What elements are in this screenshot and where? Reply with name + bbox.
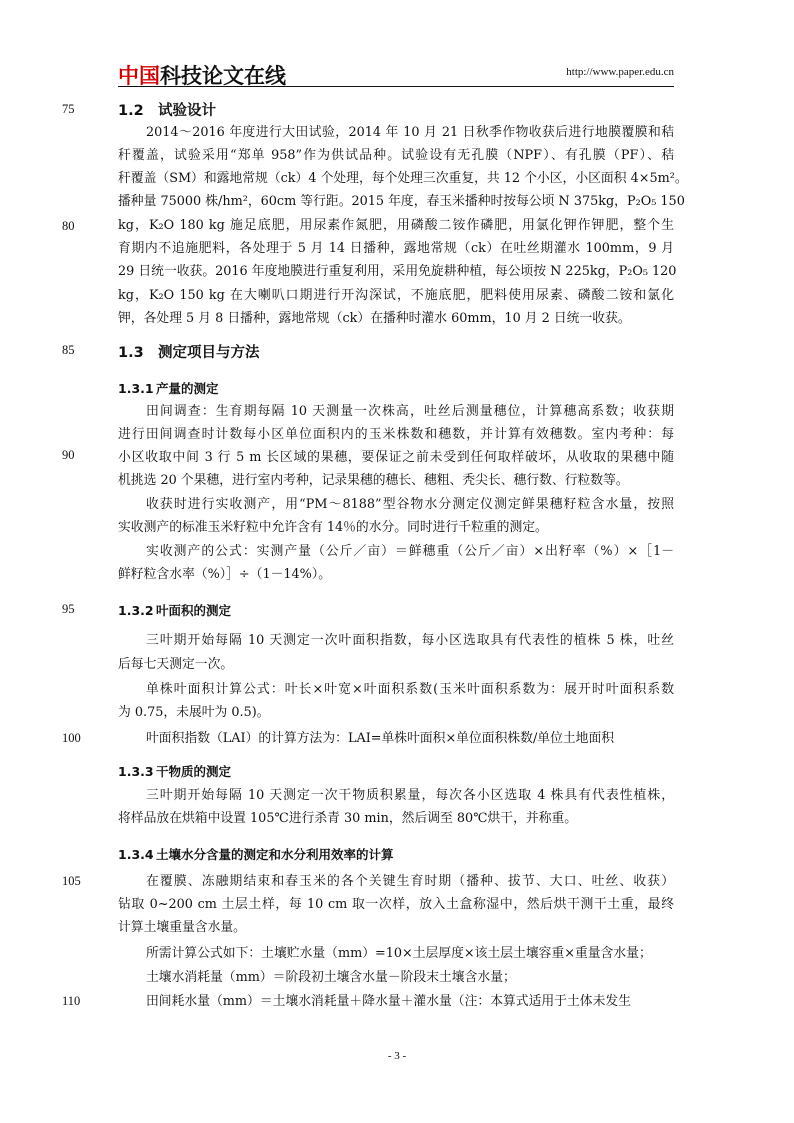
text-line: 秆覆盖（SM）和露地常规（ck）4 个处理，每个处理三次重复，共 12 个小区，小区面积 4×5m²。 xyxy=(118,171,688,186)
text-line: 进行田间调查时计数每小区单位面积内的玉米株数和穗数，并计算有效穗数。室内考种：每 xyxy=(118,427,674,442)
section-heading: 1.2 试验设计 xyxy=(118,103,216,119)
subsection-heading: 1.3.2 叶面积的测定 xyxy=(118,603,232,618)
header-url: http://www.paper.edu.cn xyxy=(566,66,674,78)
line-number: 85 xyxy=(62,343,75,357)
text-line: 小区收取中间 3 行 5 m 长区域的果穗，要保证之前未受到任何取样破坏，从收取的果穗中随 xyxy=(118,450,674,465)
text-line: 三叶期开始每隔 10 天测定一次干物质积累量，每次各小区选取 4 株具有代表性植株， xyxy=(146,788,674,803)
page-number: - 3 - xyxy=(387,1050,407,1062)
text-line: 钻取 0~200 cm 土层土样，每 10 cm 取一次样，放入土盒称湿中，然后烘干测干土重，最终 xyxy=(118,897,674,912)
line-number: 105 xyxy=(62,874,81,888)
subsection-heading: 1.3.1 产量的测定 xyxy=(118,381,219,396)
text-line: kg，K₂O 180 kg 施足底肥，用尿素作氮肥，用磷酸二铵作磷肥，用氯化钾作钾肥，整个生 xyxy=(118,218,674,233)
text-line: 2014～2016 年度进行大田试验，2014 年 10 月 21 日秋季作物收获后进行地膜覆膜和秸 xyxy=(146,125,674,140)
text-line: 后每七天测定一次。 xyxy=(118,657,234,672)
text-line: 育期内不追施肥料，各处理于 5 月 14 日播种，露地常规（ck）在吐丝期灌水 100mm，9 月 xyxy=(118,241,674,256)
text-line: 秆覆盖，试验采用“郑单 958”作为供试品种。试验设有无孔膜（NPF）、有孔膜（PF）、秸 xyxy=(118,148,674,163)
text-line: 播种量 75000 株/hm²，60cm 等行距。2015 年度，春玉米播种时按每公顷 N 375kg，P₂O₅ 150 xyxy=(118,194,685,209)
subsection-heading: 1.3.3 干物质的测定 xyxy=(118,764,232,779)
formula-line: 叶面积指数（LAI）的计算方法为：LAI=单株叶面积×单位面积株数/单位土地面积 xyxy=(146,731,615,746)
line-number: 110 xyxy=(62,994,81,1008)
text-line: 收获时进行实收测产，用“PM～8188”型谷物水分测定仪测定鲜果穗籽粒含水量，按照 xyxy=(146,497,674,512)
text-line: 29 日统一收获。2016 年度地膜进行重复利用，采用免旋耕种植，每公顷按 N 225kg，P₂O₅ 120 xyxy=(118,264,677,279)
text-line: 单株叶面积计算公式：叶长×叶宽×叶面积系数(玉米叶面积系数为：展开时叶面积系数 xyxy=(146,682,674,697)
formula-line: 土壤水消耗量（mm）＝阶段初土壤含水量－阶段末土壤含水量； xyxy=(146,970,516,985)
line-number: 90 xyxy=(62,448,75,462)
page-header xyxy=(118,58,674,86)
text-line: 实收测产的标准玉米籽粒中允许含有 14％的水分。同时进行千粒重的测定。 xyxy=(118,520,548,535)
subsection-heading: 1.3.4 土壤水分含量的测定和水分利用效率的计算 xyxy=(118,847,394,862)
formula-line: 田间耗水量（mm）＝土壤水消耗量＋降水量＋灌水量（注：本算式适用于土体未发生 xyxy=(146,994,631,1009)
text-line: 计算土壤重量含水量。 xyxy=(118,920,246,935)
line-number: 100 xyxy=(62,731,81,745)
text-line: 在覆膜、冻融期结束和春玉米的各个关键生育时期（播种、拔节、大口、吐丝、收获） xyxy=(146,874,674,889)
journal-logo: 中国科技论文在线 xyxy=(118,64,286,88)
text-line: 将样品放在烘箱中设置 105℃进行杀青 30 min，然后调至 80℃烘干，并称重。 xyxy=(118,811,578,826)
header-rule xyxy=(118,86,674,87)
text-line: 钾，各处理 5 月 8 日播种，露地常规（ck）在播种时灌水 60mm，10 月 2 日统一收获。 xyxy=(118,311,631,326)
section-heading: 1.3 测定项目与方法 xyxy=(118,345,260,361)
line-number: 75 xyxy=(62,102,75,116)
line-number: 95 xyxy=(62,602,75,616)
formula-line: 实收测产的公式：实测产量（公斤／亩）＝鲜穗重（公斤／亩）×出籽率（%）×［1－ xyxy=(146,544,674,559)
formula-line: 鲜籽粒含水率（%）］÷（1－14%）。 xyxy=(118,567,332,582)
text-line: 机挑选 20 个果穗，进行室内考种，记录果穗的穗长、穗粗、秃尖长、穗行数、行粒数等。 xyxy=(118,473,629,488)
text-line: 田间调查：生育期每隔 10 天测量一次株高，吐丝后测量穗位，计算穗高系数；收获期 xyxy=(146,404,674,419)
line-number: 80 xyxy=(62,219,75,233)
text-line: 三叶期开始每隔 10 天测定一次叶面积指数，每小区选取具有代表性的植株 5 株，吐丝 xyxy=(146,633,674,648)
formula-line: 所需计算公式如下：土壤贮水量（mm）=10×土层厚度×该土层土壤容重×重量含水量； xyxy=(146,946,652,961)
text-line: kg，K₂O 150 kg 在大喇叭口期进行开沟深试，不施底肥，肥料使用尿素、磷酸二铵和氯化 xyxy=(118,288,674,303)
text-line: 为 0.75，未展叶为 0.5)。 xyxy=(118,705,270,720)
